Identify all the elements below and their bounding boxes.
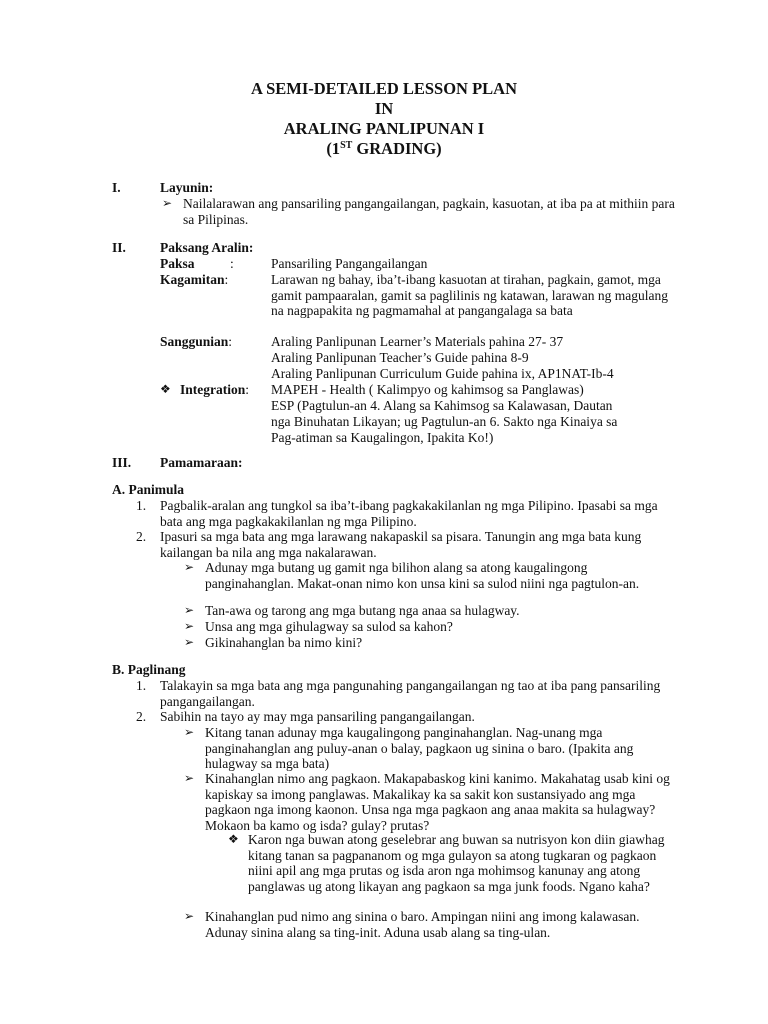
title-line-1: A SEMI-DETAILED LESSON PLAN <box>250 79 518 98</box>
integration-line-4: Pag-atiman sa Kaugalingon, Ipakita Ko!) <box>271 430 494 445</box>
paksa-value: Pansariling Pangangailangan <box>271 256 428 271</box>
sanggunian-colon: : <box>228 334 233 349</box>
sanggunian-line-1: Araling Panlipunan Learner’s Materials pahina 27- 37 <box>271 334 564 349</box>
panimula-bullet-3: Unsa ang mga gihulagway sa sulod sa kahon? <box>205 619 453 634</box>
paglinang-sub-bullet: Karon nga buwan atong geselebrar ang buwan sa nutrisyon kon diin giawhag kitang tanan sa pagpananom og mga gulayon sa atong tugkaran og pagkaon niini apil ang mga prutas og isda aron nga mohimsog kanunay ang atong panglawas ug atong likayan ang pagkaon sa mga junk foods. Ngano kaha? <box>248 832 665 894</box>
paksa-colon: : <box>230 256 234 271</box>
paglinang-item-2-number: 2. <box>136 709 147 724</box>
title-grading-post: GRADING) <box>352 139 442 158</box>
section-2-number: II. <box>112 240 126 255</box>
sanggunian-row <box>160 334 232 350</box>
title-line-2: IN <box>374 99 394 118</box>
integration-line-1: MAPEH - Health ( Kalimpyo og kahimsog sa Panglawas) <box>271 382 584 397</box>
section-1-number: I. <box>112 180 121 195</box>
paglinang-bullet-3: Kinahanglan pud nimo ang sinina o baro. Ampingan niini ang imong kalawasan. Adunay sinina alang sa ting-init. Aduna usab alang sa ting-ulan. <box>205 909 640 940</box>
diamond-bullet-icon: ❖ <box>228 832 239 846</box>
integration-line-2: ESP (Pagtulun-an 4. Alang sa Kahimsog sa Kalawasan, Dautan <box>271 398 613 413</box>
section-2-heading: Paksang Aralin: <box>160 240 254 255</box>
panimula-bullet-4: Gikinahanglan ba nimo kini? <box>205 635 363 650</box>
kagamitan-row <box>160 272 228 288</box>
sanggunian-line-2: Araling Panlipunan Teacher’s Guide pahina 8-9 <box>271 350 529 365</box>
arrow-bullet-icon: ➢ <box>184 603 195 617</box>
paglinang-item-2-text: Sabihin na tayo ay may mga pansariling pangangailangan. <box>160 709 475 724</box>
title-line-3: ARALING PANLIPUNAN I <box>283 119 485 138</box>
kagamitan-label: Kagamitan <box>160 272 225 287</box>
arrow-bullet-icon: ➢ <box>184 771 195 785</box>
arrow-bullet-icon: ➢ <box>162 196 173 210</box>
kagamitan-value: Larawan ng bahay, iba’t-ibang kasuotan at tirahan, pagkain, gamot, mga gamit pampaaralan, gamit sa paglilinis ng katawan, larawan ng magulang na nagpapakita ng pagmamahal at pangangalaga sa bata <box>271 272 668 318</box>
subsection-a-heading: A. Panimula <box>112 482 185 497</box>
kagamitan-colon: : <box>224 272 229 287</box>
integration-colon: : <box>245 382 250 397</box>
sanggunian-label: Sanggunian <box>160 334 229 349</box>
integration-label: Integration <box>180 382 246 397</box>
arrow-bullet-icon: ➢ <box>184 909 195 923</box>
arrow-bullet-icon: ➢ <box>184 560 195 574</box>
objective-text: Nailalarawan ang pansariling pangangailangan, pagkain, kasuotan, at iba pa at mithiin para sa Pilipinas. <box>183 196 675 227</box>
arrow-bullet-icon: ➢ <box>184 725 195 739</box>
arrow-bullet-icon: ➢ <box>184 619 195 633</box>
subsection-b-heading: B. Paglinang <box>112 662 186 677</box>
panimula-item-2-number: 2. <box>136 529 147 544</box>
panimula-item-1-number: 1. <box>136 498 147 513</box>
panimula-item-2-text: Ipasuri sa mga bata ang mga larawang nakapaskil sa pisara. Tanungin ang mga bata kung kailangan ba nila ang mga nakalarawan. <box>160 529 642 560</box>
panimula-bullet-1: Adunay mga butang ug gamit nga bilihon alang sa atong kaugalingong panginahanglan. Makat-onan nimo kon unsa kini sa sulod niini nga pagtulon-an. <box>205 560 640 591</box>
panimula-bullet-2: Tan-awa og tarong ang mga butang nga anaa sa hulagway. <box>205 603 520 618</box>
diamond-bullet-icon: ❖ <box>160 382 171 396</box>
section-1-heading: Layunin: <box>160 180 214 195</box>
title-line-4 <box>0 139 768 159</box>
panimula-item-1-text: Pagbalik-aralan ang tungkol sa iba’t-ibang pagkakakilanlan ng mga Pilipino. Ipasabi sa mga bata ang mga pagkakakilanlan ng mga Pilipino. <box>160 498 658 529</box>
paglinang-item-1-text: Talakayin sa mga bata ang mga pangunahing pangangailangan ng tao at iba pang pansariling pangangailangan. <box>160 678 661 709</box>
paksa-label: Paksa <box>160 256 195 271</box>
section-3-heading: Pamamaraan: <box>160 455 243 470</box>
arrow-bullet-icon: ➢ <box>184 635 195 649</box>
paglinang-item-1-number: 1. <box>136 678 147 693</box>
integration-line-3: nga Binuhatan Likayan; ug Pagtulun-an 6. Sakto nga Kinaiya sa <box>271 414 618 429</box>
section-3-number: III. <box>112 455 132 470</box>
sanggunian-line-3: Araling Panlipunan Curriculum Guide pahina ix, AP1NAT-Ib-4 <box>271 366 614 381</box>
integration-row <box>180 382 249 398</box>
paglinang-bullet-1: Kitang tanan adunay mga kaugalingong panginahanglan. Nag-unang mga panginahanglan ang puluy-anan o balay, pagkaon ug sinina o baro. (Ipakita ang hulagway sa mga bata) <box>205 725 634 771</box>
title-grading-pre: (1 <box>326 139 341 158</box>
title-grading-sup: ST <box>340 140 353 151</box>
paglinang-bullet-2: Kinahanglan nimo ang pagkaon. Makapabaskog kini kanimo. Makahatag usab kini og kapiskay sa imong panglawas. Makalikay ka sa sakit kon sustansiyado ang mga pagkaon nga imong kaonon. Unsa nga mga pagkaon ang anaa makita sa hulagway? Mokaon ba kamo og isda? gulay? prutas? <box>205 771 670 833</box>
